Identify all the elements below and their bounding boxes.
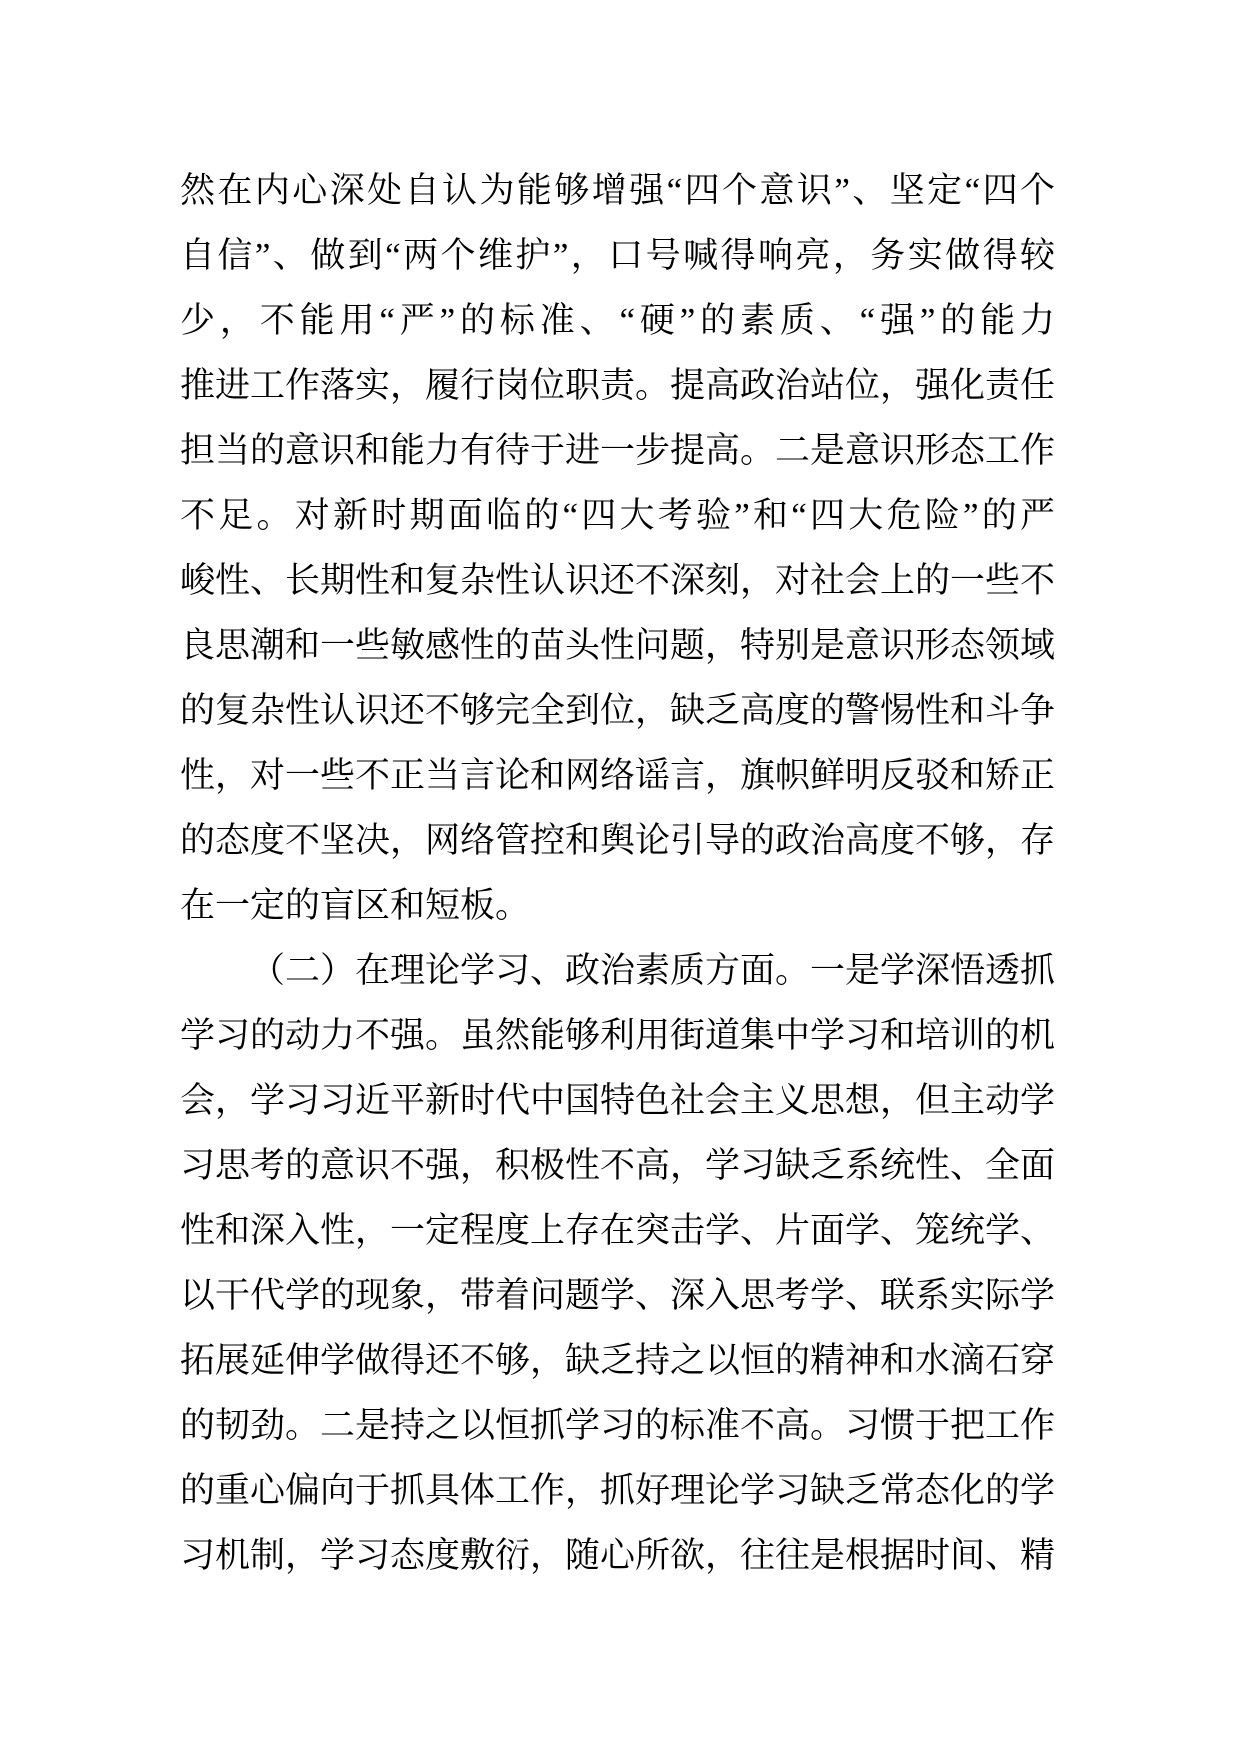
text-line: 的复杂性认识还不够完全到位，缺乏高度的警惕性和斗争 [180, 691, 1056, 730]
text-line: 性和深入性，一定程度上存在突击学、片面学、笼统学、 [180, 1211, 1056, 1250]
text-line: 性，对一些不正当言论和网络谣言，旗帜鲜明反驳和矫正 [180, 756, 1056, 795]
text-line: 习思考的意识不强，积极性不高，学习缺乏系统性、全面 [180, 1146, 1056, 1185]
text-line: 学习的动力不强。虽然能够利用街道集中学习和培训的机 [180, 1016, 1056, 1055]
text-line: 峻性、长期性和复杂性认识还不深刻，对社会上的一些不 [180, 561, 1056, 600]
text-line: 然在内心深处自认为能够增强“四个意识”、坚定“四个 [180, 171, 1055, 210]
text-line: 良思潮和一些敏感性的苗头性问题，特别是意识形态领域 [180, 626, 1056, 665]
text-line: 自信”、做到“两个维护”，口号喊得响亮，务实做得较 [180, 236, 1055, 275]
text-line: 以干代学的现象，带着问题学、深入思考学、联系实际学 [180, 1276, 1056, 1315]
paragraph-theory-study [180, 938, 1055, 1588]
text-line: 少，不能用“严”的标准、“硬”的素质、“强”的能力 [180, 301, 1055, 340]
text-line: 的态度不坚决，网络管控和舆论引导的政治高度不够，存 [180, 821, 1056, 860]
text-line: 的韧劲。二是持之以恒抓学习的标准不高。习惯于把工作 [180, 1406, 1056, 1445]
text-line: 推进工作落实，履行岗位职责。提高政治站位，强化责任 [180, 366, 1056, 405]
text-line: 拓展延伸学做得还不够，缺乏持之以恒的精神和水滴石穿 [180, 1341, 1056, 1380]
text-line: 会，学习习近平新时代中国特色社会主义思想，但主动学 [180, 1081, 1056, 1120]
text-line: 担当的意识和能力有待于进一步提高。二是意识形态工作 [180, 431, 1056, 470]
text-line: 在一定的盲区和短板。 [180, 886, 531, 925]
text-line: 不足。对新时期面临的“四大考验”和“四大危险”的严 [180, 496, 1055, 535]
paragraph-political-stance [180, 158, 1055, 938]
text-line: （二）在理论学习、政治素质方面。一是学深悟透抓 [250, 951, 1056, 990]
text-line: 习机制，学习态度敷衍，随心所欲，往往是根据时间、精 [180, 1536, 1056, 1575]
text-line: 的重心偏向于抓具体工作，抓好理论学习缺乏常态化的学 [180, 1471, 1056, 1510]
